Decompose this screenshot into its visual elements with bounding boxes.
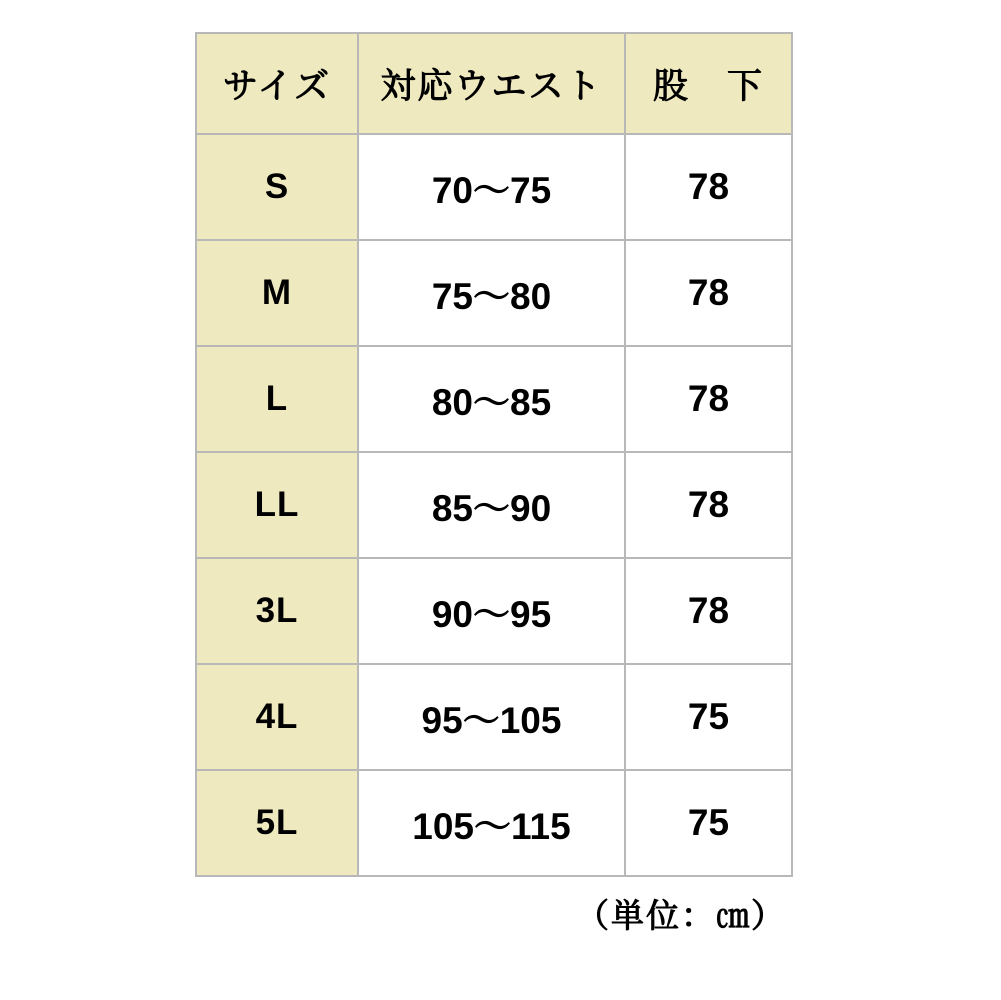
table-row (196, 770, 792, 876)
cell-size: M (196, 240, 358, 346)
column-header-size: サイズ (196, 33, 358, 134)
cell-waist: 85〜90 (358, 452, 625, 558)
cell-waist: 90〜95 (358, 558, 625, 664)
table-row (196, 240, 792, 346)
column-header-inseam: 股 下 (625, 33, 792, 134)
table-row (196, 346, 792, 452)
cell-size: 4L (196, 664, 358, 770)
cell-inseam: 78 (625, 558, 792, 664)
table-row (196, 134, 792, 240)
table-row (196, 558, 792, 664)
table-row (196, 452, 792, 558)
cell-inseam: 78 (625, 452, 792, 558)
cell-size: LL (196, 452, 358, 558)
table-body (196, 134, 792, 876)
cell-inseam: 78 (625, 346, 792, 452)
cell-size: S (196, 134, 358, 240)
cell-waist: 95〜105 (358, 664, 625, 770)
cell-size: L (196, 346, 358, 452)
cell-waist: 75〜80 (358, 240, 625, 346)
cell-inseam: 75 (625, 664, 792, 770)
table-header-row (196, 33, 792, 134)
cell-inseam: 78 (625, 240, 792, 346)
cell-inseam: 78 (625, 134, 792, 240)
cell-waist: 70〜75 (358, 134, 625, 240)
table-row (196, 664, 792, 770)
column-header-waist: 対応ウエスト (358, 33, 625, 134)
cell-inseam: 75 (625, 770, 792, 876)
cell-waist: 80〜85 (358, 346, 625, 452)
cell-size: 3L (196, 558, 358, 664)
cell-size: 5L (196, 770, 358, 876)
unit-note: （単位：㎝） (576, 897, 786, 934)
table-header (196, 33, 792, 134)
size-chart-table (195, 32, 793, 877)
cell-waist: 105〜115 (358, 770, 625, 876)
